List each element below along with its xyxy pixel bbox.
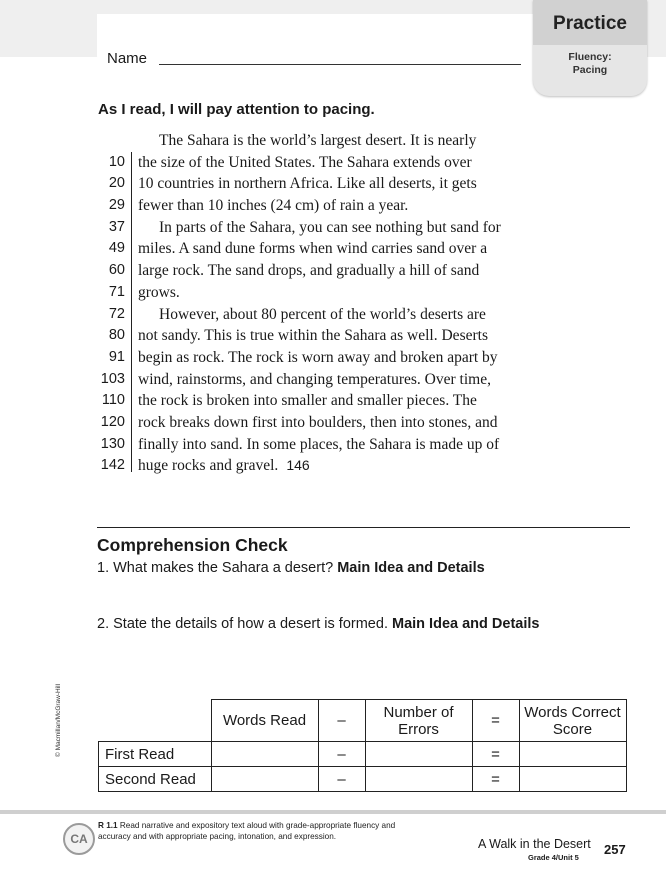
passage-text <box>138 130 476 152</box>
passage-text <box>138 434 499 456</box>
name-label: Name <box>107 50 148 67</box>
table-row-first-read <box>99 742 627 767</box>
practice-tab-title: Practice <box>533 0 647 45</box>
row-label-first-read: First Read <box>99 742 212 767</box>
standard-code: R 1.1 <box>98 821 118 830</box>
passage-text-content: begin as rock. The rock is worn away and broken apart by <box>138 348 498 366</box>
passage-text <box>138 260 479 282</box>
second-read-errors-cell[interactable] <box>365 767 472 792</box>
score-table <box>98 699 627 792</box>
score-table-header-row <box>99 700 627 742</box>
passage-text <box>138 412 497 434</box>
question-2-skill: Main Idea and Details <box>392 616 540 632</box>
word-count: 60 <box>108 262 125 279</box>
name-line[interactable] <box>159 64 521 65</box>
header-minus: – <box>318 700 365 742</box>
word-count: 130 <box>100 435 125 452</box>
passage-text <box>138 238 487 260</box>
reading-instruction: As I read, I will pay attention to pacing. <box>98 101 375 118</box>
passage-text-content: 10 countries in northern Africa. Like all deserts, it gets <box>138 175 477 193</box>
question-2 <box>97 616 539 632</box>
question-1-skill: Main Idea and Details <box>337 560 485 576</box>
first-read-equals: = <box>472 742 519 767</box>
passage-text <box>138 325 488 347</box>
passage-text-content: the size of the United States. The Sahara extends over <box>138 153 472 171</box>
first-read-words-read-cell[interactable] <box>211 742 318 767</box>
comprehension-title: Comprehension Check <box>97 535 288 555</box>
table-row-second-read <box>99 767 627 792</box>
question-2-text: State the details of how a desert is formed. <box>113 616 388 632</box>
word-count: 10 <box>108 153 125 170</box>
story-title: A Walk in the Desert <box>478 837 591 851</box>
passage-text-content: not sandy. This is true within the Sahara as well. Deserts <box>138 327 488 345</box>
second-read-score-cell[interactable] <box>519 767 626 792</box>
second-read-minus: – <box>318 767 365 792</box>
california-standard-icon: CA <box>63 823 95 855</box>
first-read-minus: – <box>318 742 365 767</box>
passage-text-content: fewer than 10 inches (24 cm) of rain a year. <box>138 197 409 215</box>
passage-text <box>138 304 486 326</box>
tab-subtitle-line-2: Pacing <box>572 64 608 76</box>
passage-text <box>138 455 310 477</box>
word-count: 91 <box>108 348 125 365</box>
word-count: 110 <box>101 392 125 409</box>
standard-text: Read narrative and expository text aloud with grade-appropriate fluency and accuracy and with appropriate pacing, intonation, and expression. <box>98 821 396 841</box>
word-count-divider <box>131 152 132 472</box>
question-1 <box>97 560 485 576</box>
passage-text-content: The Sahara is the world’s largest desert. It is nearly <box>159 132 477 149</box>
practice-tab-subtitle <box>533 51 647 77</box>
passage-text <box>138 369 491 391</box>
passage-text-content: wind, rainstorms, and changing temperatures. Over time, <box>138 370 491 388</box>
copyright-credit: © Macmillan/McGraw-Hill <box>55 683 62 757</box>
row-label-second-read: Second Read <box>99 767 212 792</box>
grade-unit: Grade 4/Unit 5 <box>528 853 579 862</box>
passage-text <box>138 173 477 195</box>
question-2-number: 2. <box>97 616 110 632</box>
passage-text-content: However, about 80 percent of the world’s deserts are <box>159 305 486 323</box>
word-count: 37 <box>108 218 125 235</box>
passage-text-content: huge rocks and gravel. <box>138 457 279 475</box>
header-equals: = <box>472 700 519 742</box>
question-1-number: 1. <box>97 560 110 576</box>
passage-text-content: grows. <box>138 283 180 301</box>
header-number-of-errors: Number of Errors <box>365 700 472 742</box>
passage-text-content: large rock. The sand drops, and gradually a hill of sand <box>138 262 480 280</box>
passage-text-content: In parts of the Sahara, you can see nothing but sand for <box>159 218 501 236</box>
passage-text <box>138 282 180 304</box>
first-read-score-cell[interactable] <box>519 742 626 767</box>
passage-text-content: rock breaks down first into boulders, then into stones, and <box>138 413 498 431</box>
passage-text-content: the rock is broken into smaller and smaller pieces. The <box>138 392 477 410</box>
passage-text <box>138 347 498 369</box>
header-words-read: Words Read <box>211 700 318 742</box>
first-read-errors-cell[interactable] <box>365 742 472 767</box>
word-count: 49 <box>108 240 125 257</box>
standard-note <box>98 821 398 843</box>
word-count: 103 <box>100 370 125 387</box>
score-table-corner <box>99 700 212 742</box>
name-area <box>97 14 543 78</box>
total-word-count: 146 <box>286 457 310 474</box>
tab-subtitle-line-1: Fluency: <box>568 51 612 63</box>
word-count: 80 <box>108 327 125 344</box>
word-count: 29 <box>108 197 125 214</box>
passage-text <box>138 195 408 217</box>
word-count: 72 <box>108 305 125 322</box>
word-count: 142 <box>100 457 125 474</box>
second-read-equals: = <box>472 767 519 792</box>
page-number: 257 <box>604 842 626 857</box>
word-count: 20 <box>108 175 125 192</box>
passage-text-content: finally into sand. In some places, the Sahara is made up of <box>138 435 500 453</box>
section-divider <box>97 527 630 528</box>
passage-text <box>138 217 501 239</box>
second-read-words-read-cell[interactable] <box>211 767 318 792</box>
passage-text <box>138 390 477 412</box>
footer-bar <box>0 810 666 814</box>
practice-tab <box>533 0 647 96</box>
question-1-text: What makes the Sahara a desert? <box>113 560 334 576</box>
word-count: 71 <box>108 283 125 300</box>
passage-text <box>138 152 472 174</box>
header-words-correct-score: Words Correct Score <box>519 700 626 742</box>
passage-text-content: miles. A sand dune forms when wind carries sand over a <box>138 240 488 258</box>
word-count: 120 <box>100 413 125 430</box>
